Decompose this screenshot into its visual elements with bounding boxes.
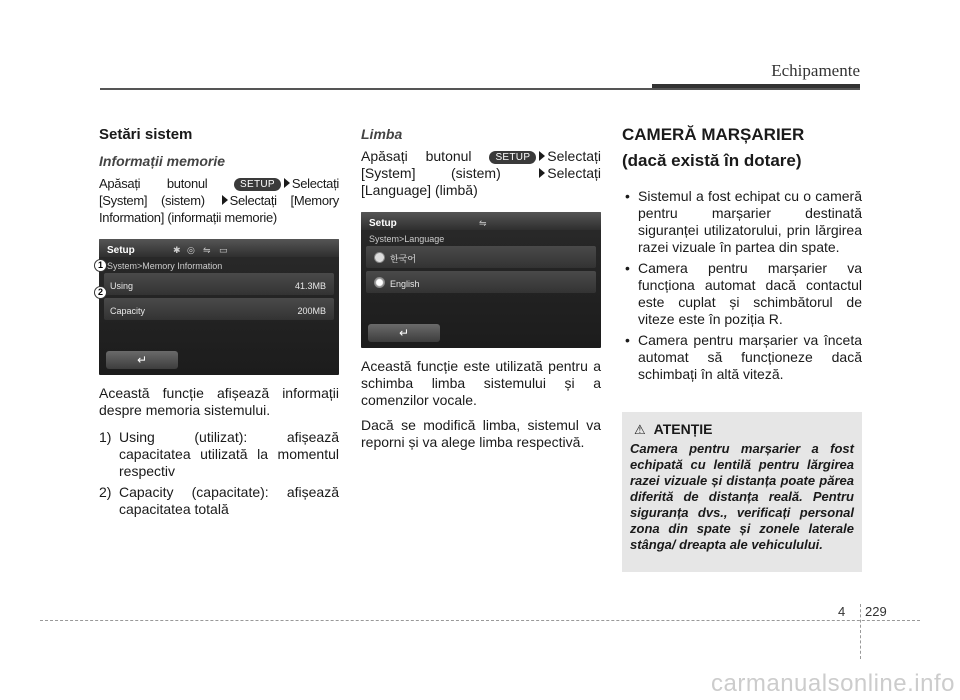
memory-info-screen — [99, 239, 339, 375]
radio-icon — [374, 252, 385, 263]
warning-text: Camera pentru marșarier a fost echipată cu lentilă pentru lărgirea razei vizuale și distanța poate părea diferită de distanța reală. Pentru siguranța dvs., verificați personal zona din spate și zonele laterale stânga/ dreapta ale vehiculului. — [630, 441, 854, 552]
instr-system: [System] (sistem) — [99, 193, 205, 208]
callout-1: 1 — [94, 259, 107, 272]
chapter-number: 4 — [838, 604, 846, 619]
bluetooth-icon: ✱ — [173, 245, 181, 255]
option-label: 한국어 — [390, 254, 417, 264]
radio-selected-icon — [374, 277, 385, 288]
memory-description: Această funcție afișează informații despre memoria sistemului. — [99, 385, 339, 418]
item-text: Using (utilizat): afișează capacitatea utilizată la momentul respectiv — [119, 429, 339, 479]
instr-language: [Language] (limbă) — [361, 182, 478, 198]
instr-press: Apăsați butonul — [361, 148, 472, 164]
instr-select: Selectați — [291, 176, 340, 191]
row-value: 41.3MB — [294, 281, 326, 291]
screen-title: Setup — [369, 218, 397, 229]
arrow-right-icon — [284, 178, 290, 188]
language-subheading: Limba — [361, 126, 403, 142]
item-number: 2) — [99, 484, 112, 500]
watermark: carmanualsonline.info — [711, 670, 955, 697]
callout-2: 2 — [94, 286, 107, 299]
warning-box — [622, 412, 862, 572]
list-item — [99, 429, 339, 480]
footer-divider — [860, 604, 861, 659]
section-title: Echipamente — [771, 61, 860, 80]
arrow-right-icon — [539, 151, 545, 161]
warning-title: ATENȚIE — [653, 421, 713, 437]
instr-system: [System] (sistem) — [361, 165, 501, 181]
language-screen — [361, 212, 601, 348]
list-item: • Sistemul a fost echipat cu o cameră pentru marșarier destinată siguranței utilizatorului, prin lărgirea razei vizuale în partea din spate. — [622, 188, 862, 256]
row-label: Capacity — [110, 306, 146, 316]
heading-line-2: (dacă există în dotare) — [622, 151, 802, 170]
back-button[interactable] — [106, 351, 178, 369]
language-desc-2: Dacă se modifică limba, sistemul va reporni și va alege limba respectivă. — [361, 417, 601, 450]
usb-icon: ⇋ — [203, 245, 211, 255]
option-label: English — [390, 279, 420, 289]
list-item: • Camera pentru marșarier va înceta automat să funcționeze dacă schimbați în altă viteză. — [622, 332, 862, 383]
instr-select-2: Selectați — [547, 165, 601, 181]
language-instructions — [361, 148, 601, 199]
item-number: 1) — [99, 429, 112, 445]
column-language — [361, 122, 601, 459]
back-arrow-icon: ↵ — [136, 353, 148, 367]
back-button[interactable] — [368, 324, 440, 342]
memory-instructions — [99, 175, 339, 226]
language-desc-1: Această funcție este utilizată pentru a schimba limba sistemului și a comenzilor vocale. — [361, 358, 601, 408]
item-text: Capacity (capacitate): afișează capacitatea totală — [119, 484, 339, 517]
memory-row-using — [104, 273, 334, 295]
warning-header — [634, 421, 713, 438]
warning-triangle-icon: ⚠ — [634, 422, 646, 437]
column-rear-camera — [622, 122, 862, 387]
header-rule — [100, 88, 860, 90]
memory-info-subheading: Informații memorie — [99, 153, 226, 169]
row-label: Using — [110, 281, 134, 291]
back-arrow-icon: ↵ — [398, 326, 410, 340]
language-option-korean[interactable] — [366, 246, 596, 268]
arrow-right-icon — [222, 195, 228, 205]
screen-breadcrumb: System>Language — [369, 234, 445, 244]
row-value: 200MB — [297, 306, 326, 316]
screen-titlebar — [361, 212, 601, 230]
arrow-right-icon — [539, 168, 545, 178]
screen-title: Setup — [107, 245, 135, 256]
setup-button-icon: SETUP — [234, 178, 281, 191]
page-number: 229 — [865, 604, 887, 619]
usb-icon: ⇋ — [479, 218, 487, 228]
heading-line-1: CAMERĂ MARȘARIER — [622, 125, 805, 144]
instr-press: Apăsați butonul — [99, 176, 208, 191]
screen-titlebar — [99, 239, 339, 257]
list-item — [99, 484, 339, 518]
list-item: • Camera pentru marșarier va funcționa automat dacă contactul este cuplat și schimbătorul de viteze este în poziția R. — [622, 260, 862, 328]
memory-row-capacity — [104, 298, 334, 320]
instr-memory: Selectați [Memory Information] (informații memorie) — [99, 193, 339, 225]
column-system-settings — [99, 122, 339, 522]
setup-button-icon: SETUP — [489, 151, 536, 164]
system-settings-heading: Setări sistem — [99, 126, 193, 143]
footer-rule — [40, 620, 920, 621]
language-option-english[interactable] — [366, 271, 596, 293]
settings-icon: ◎ — [187, 245, 195, 255]
memory-items-list — [99, 429, 339, 518]
rear-camera-heading — [622, 122, 862, 174]
storage-icon: ▭ — [219, 245, 228, 255]
instr-select: Selectați — [547, 148, 601, 164]
rear-camera-bullets — [622, 188, 862, 383]
screen-breadcrumb: System>Memory Information — [107, 261, 223, 271]
